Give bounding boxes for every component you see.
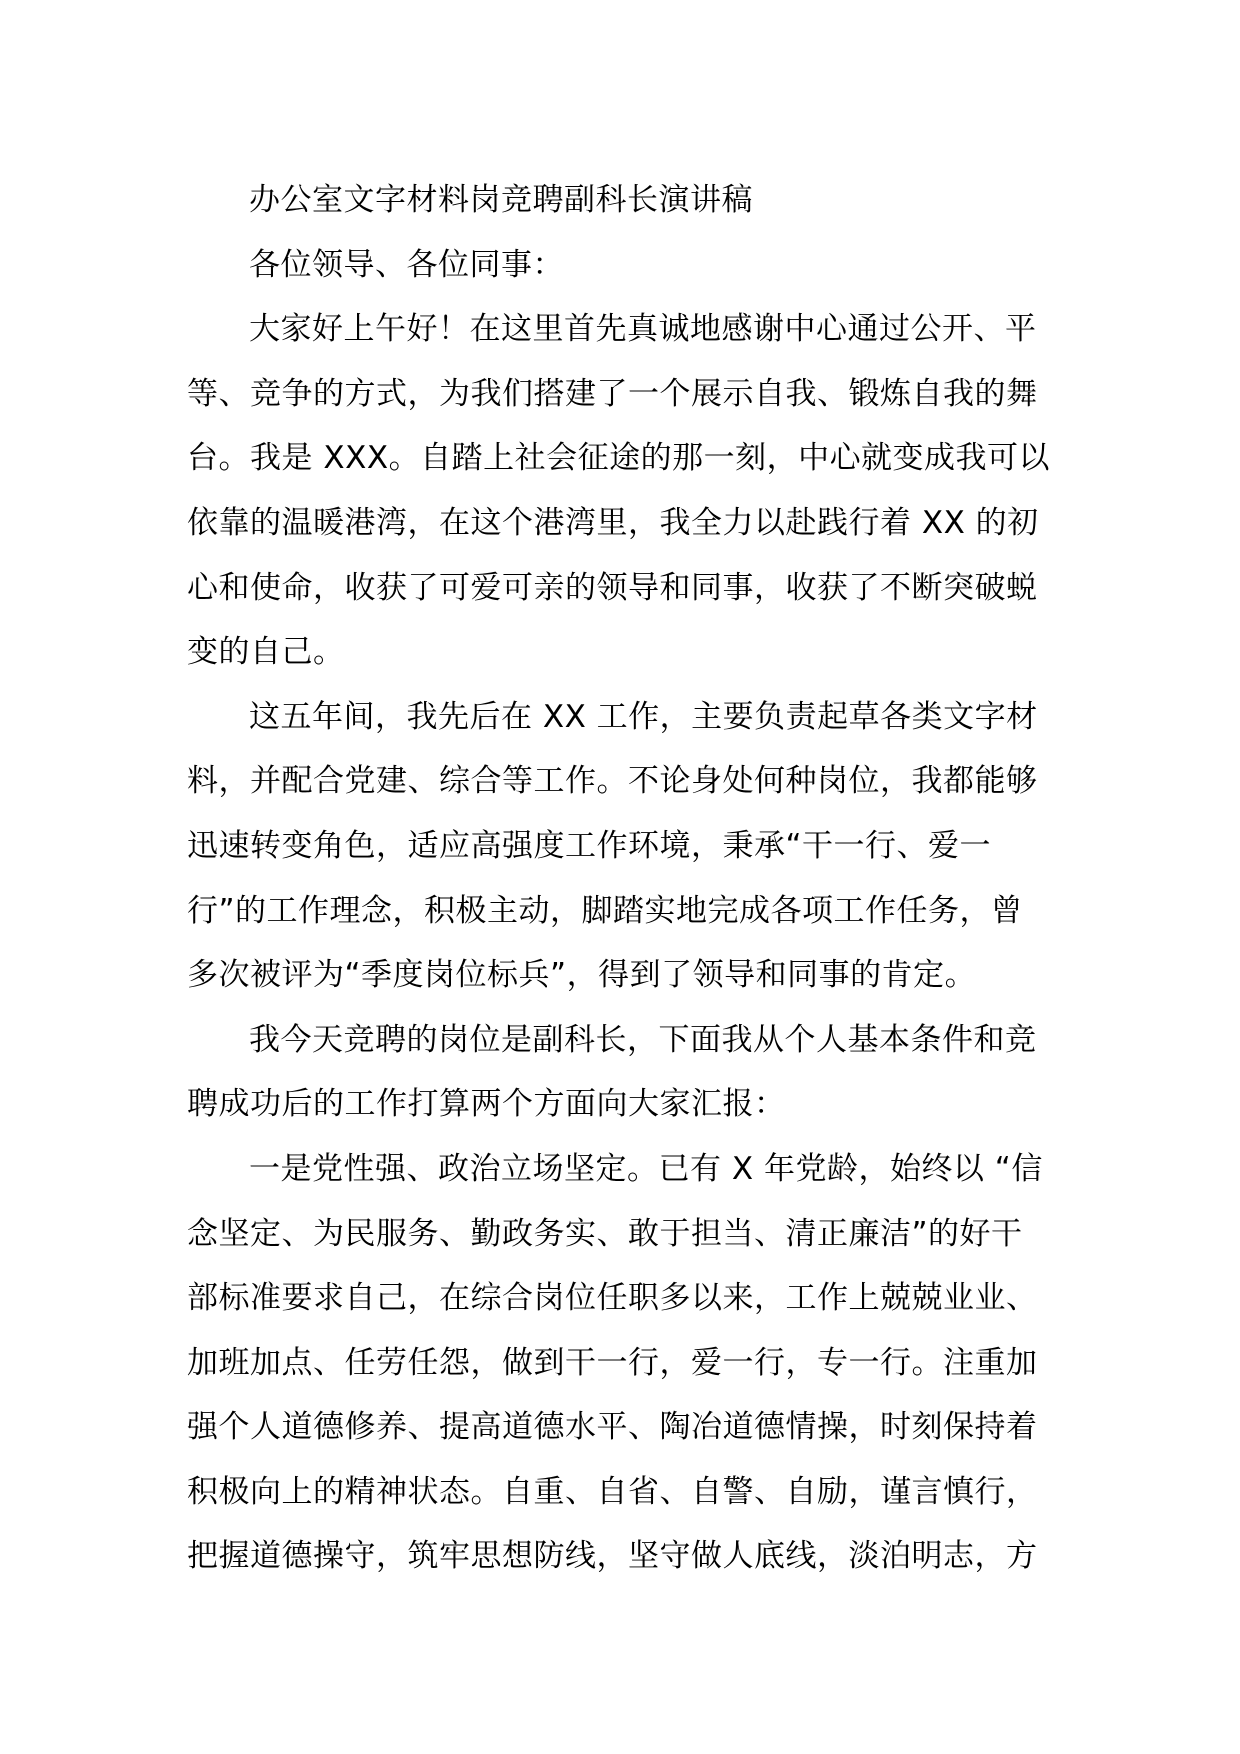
body-text-line: 心和使命，收获了可爱可亲的领导和同事，收获了不断突破蜕 [187,569,1038,606]
body-text-line: 多次被评为“季度岗位标兵”，得到了领导和同事的肯定。 [187,957,977,994]
body-text-line: 强个人道德修养、提高道德水平、陶冶道德情操，时刻保持着 [187,1409,1038,1446]
body-text-line: 等、竞争的方式，为我们搭建了一个展示自我、锻炼自我的舞 [187,375,1038,412]
body-text-line: 依靠的温暖港湾，在这个港湾里，我全力以赴践行着 XX 的初 [187,504,1039,541]
body-text-line: 这五年间，我先后在 XX 工作，主要负责起草各类文字材 [249,698,1038,735]
salutation: 各位领导、各位同事： [249,246,564,283]
body-text-line: 部标准要求自己，在综合岗位任职多以来，工作上兢兢业业、 [187,1280,1038,1317]
body-text-line: 行”的工作理念，积极主动，脚踏实地完成各项工作任务，曾 [187,892,1023,929]
body-text-line: 一是党性强、政治立场坚定。已有 X 年党龄，始终以 “信 [249,1150,1043,1187]
body-text-line: 积极向上的精神状态。自重、自省、自警、自励，谨言慎行， [187,1473,1038,1510]
body-text-line: 台。我是 XXX。自踏上社会征途的那一刻，中心就变成我可以 [187,440,1051,477]
body-text-line: 我今天竞聘的岗位是副科长，下面我从个人基本条件和竞 [249,1021,1037,1058]
document-title: 办公室文字材料岗竞聘副科长演讲稿 [249,182,753,218]
body-text-line: 迅速转变角色，适应高强度工作环境，秉承“干一行、爱一 [187,827,992,864]
body-text-line: 料，并配合党建、综合等工作。不论身处何种岗位，我都能够 [187,763,1038,800]
document-body [187,168,1057,1589]
body-text-line: 聘成功后的工作打算两个方面向大家汇报： [187,1086,786,1123]
body-text-line: 把握道德操守，筑牢思想防线，坚守做人底线，淡泊明志，方 [187,1538,1038,1575]
body-text-line: 大家好上午好！在这里首先真诚地感谢中心通过公开、平 [249,311,1037,348]
body-text-line: 念坚定、为民服务、勤政务实、敢于担当、清正廉洁”的好干 [187,1215,1023,1252]
body-text-line: 变的自己。 [187,634,345,671]
body-text-line: 加班加点、任劳任怨，做到干一行，爱一行，专一行。注重加 [187,1344,1038,1381]
